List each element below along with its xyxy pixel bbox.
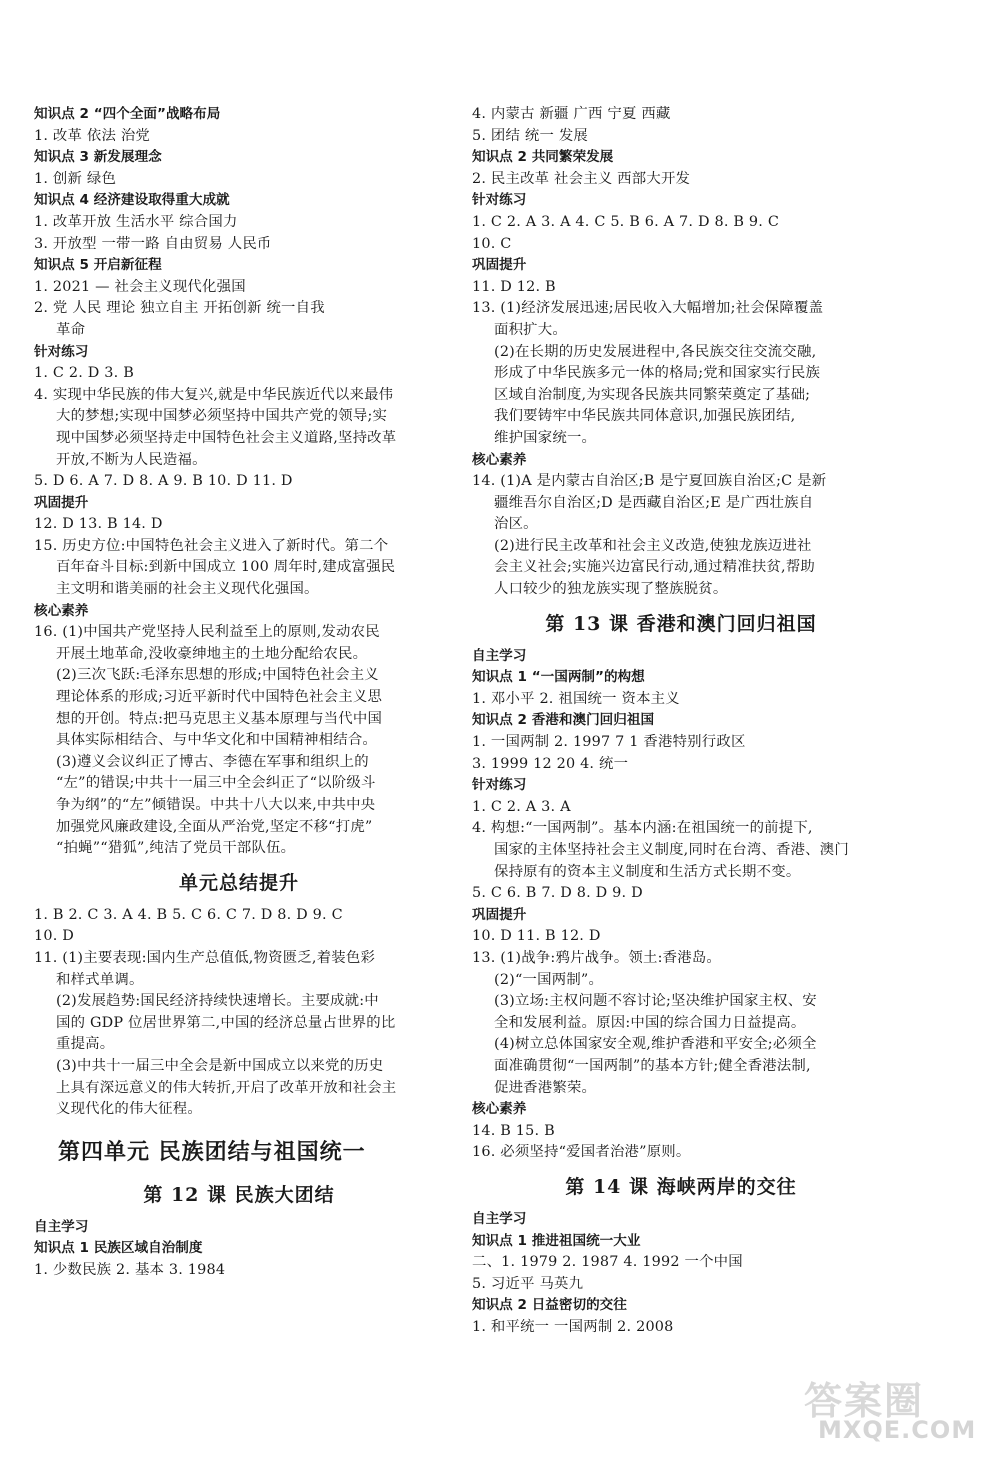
answer-line: 3. 开放型 一带一路 自由贸易 人民币: [34, 235, 272, 252]
answer-line: 5. 习近平 马英九: [472, 1275, 584, 1292]
answer-line: (2)在长期的历史发展进程中,各民族交往交流交融,: [494, 343, 817, 360]
answer-line: 开展土地革命,没收豪绅地主的土地分配给农民。: [56, 645, 368, 662]
answer-line: 1. 邓小平 2. 祖国统一 资本主义: [472, 690, 680, 707]
section-heading: 自主学习: [472, 1210, 527, 1227]
answer-line: 5. 团结 统一 发展: [472, 127, 588, 144]
left-column: [34, 104, 444, 1282]
answer-line: 11. (1)主要表现:国内生产总值低,物资匮乏,着装色彩: [34, 949, 376, 966]
answer-line: 二、1. 1979 2. 1987 4. 1992 一个中国: [472, 1254, 743, 1271]
answer-line: 16. 必须坚持“爱国者治港”原则。: [472, 1144, 691, 1161]
lesson-title: 第 14 课 海峡两岸的交往: [565, 1175, 797, 1198]
knowledge-point-heading: 知识点 1 “一国两制”的构想: [472, 669, 645, 686]
answer-line: 治区。: [494, 516, 538, 533]
answer-line: 主文明和谐美丽的社会主义现代化强国。: [56, 581, 319, 598]
section-heading: 自主学习: [472, 647, 527, 664]
answer-line: 上具有深远意义的伟大转折,开启了改革开放和社会主: [56, 1079, 397, 1096]
answer-line: 1. C 2. A 3. A 4. C 5. B 6. A 7. D 8. B 9. C: [472, 213, 780, 230]
answer-line: 15. 历史方位:中国特色社会主义进入了新时代。第二个: [34, 537, 389, 554]
watermark-url: MXQE.COM: [818, 1416, 977, 1444]
answer-line: 加强党风廉政建设,全面从严治党,坚定不移“打虎”: [56, 818, 373, 835]
answer-line: (4)树立总体国家安全观,维护香港和平安全;必须全: [494, 1036, 817, 1053]
answer-line: 大的梦想;实现中国梦必须坚持中国共产党的领导;实: [56, 408, 388, 425]
answer-line: 13. (1)战争:鸦片战争。领土:香港岛。: [472, 949, 722, 966]
knowledge-point-heading: 知识点 1 民族区域自治制度: [34, 1240, 203, 1257]
answer-line: (3)中共十一届三中全会是新中国成立以来党的历史: [56, 1057, 384, 1074]
knowledge-point-heading: 知识点 3 新发展理念: [34, 149, 162, 166]
answer-line: 4. 实现中华民族的伟大复兴,就是中华民族近代以来最伟: [34, 386, 394, 403]
section-heading: 针对练习: [472, 192, 527, 209]
lesson-title: 第 13 课 香港和澳门回归祖国: [545, 612, 817, 635]
answer-line: 5. D 6. A 7. D 8. A 9. B 10. D 11. D: [34, 473, 293, 490]
knowledge-point-heading: 知识点 5 开启新征程: [34, 257, 162, 274]
answer-line: 百年奋斗目标:到新中国成立 100 周年时,建成富强民: [56, 559, 396, 576]
answer-line: 1. C 2. D 3. B: [34, 365, 134, 382]
knowledge-point-heading: 知识点 2 香港和澳门回归祖国: [472, 712, 655, 729]
answer-line: 想的开创。特点:把马克思主义基本原理与当代中国: [56, 710, 383, 727]
answer-line: 疆维吾尔自治区;D 是西藏自治区;E 是广西壮族自: [494, 494, 814, 511]
answer-line: 现中国梦必须坚持走中国特色社会主义道路,坚持改革: [56, 429, 397, 446]
unit-summary-title: 单元总结提升: [178, 871, 299, 894]
answer-line: 1. 2021 — 社会主义现代化强国: [34, 278, 246, 295]
answer-line: 我们要铸牢中华民族共同体意识,加强民族团结,: [494, 408, 796, 425]
answer-line: 重提高。: [56, 1036, 115, 1053]
answer-line: 国的 GDP 位居世界第二,中国的经济总量占世界的比: [56, 1014, 396, 1031]
section-heading: 自主学习: [34, 1218, 89, 1235]
answer-line: 5. C 6. B 7. D 8. D 9. D: [472, 885, 643, 902]
answer-line: (2)三次飞跃:毛泽东思想的形成;中国特色社会主义: [56, 667, 379, 684]
answer-line: (2)“一国两制”。: [494, 971, 604, 988]
lesson-title: 第 12 课 民族大团结: [143, 1183, 335, 1206]
answer-line: 11. D 12. B: [472, 278, 556, 295]
answer-line: 全和发展利益。原因:中国的综合国力日益提高。: [494, 1014, 806, 1031]
answer-line: 和样式单调。: [56, 971, 144, 988]
unit-title: 第四单元 民族团结与祖国统一: [58, 1138, 366, 1165]
knowledge-point-heading: 知识点 4 经济建设取得重大成就: [34, 192, 230, 209]
answer-line: 国家的主体坚持社会主义制度,同时在台湾、香港、澳门: [494, 842, 849, 858]
watermark-logo: [796, 1370, 986, 1454]
answer-line: 1. 一国两制 2. 1997 7 1 香港特别行政区: [472, 734, 746, 751]
answer-line: 1. 和平统一 一国两制 2. 2008: [472, 1318, 674, 1335]
answer-line: (3)立场:主权问题不容讨论;坚决维护国家主权、安: [494, 993, 817, 1010]
answer-line: 10. D: [34, 928, 74, 945]
right-column: [472, 104, 890, 1338]
answer-line: 革命: [56, 321, 86, 338]
answer-line: 面积扩大。: [494, 321, 567, 338]
answer-line: 3. 1999 12 20 4. 统一: [472, 755, 629, 772]
section-heading: 核心素养: [472, 1101, 527, 1118]
answer-line: 理论体系的形成;习近平新时代中国特色社会主义思: [56, 689, 383, 706]
answer-line: 面准确贯彻“一国两制”的基本方针;健全香港法制,: [494, 1057, 811, 1074]
answer-line: 12. D 13. B 14. D: [34, 516, 163, 533]
answer-line: 具体实际相结合、与中华文化和中国精神相结合。: [56, 732, 377, 749]
answer-line: 义现代化的伟大征程。: [56, 1101, 202, 1118]
answer-line: “左”的错误;中共十一届三中全会纠正了“以阶级斗: [56, 775, 376, 792]
answer-line: “拍蝇”“猎狐”,纯洁了党员干部队伍。: [56, 840, 296, 857]
answer-line: 1. 少数民族 2. 基本 3. 1984: [34, 1261, 226, 1278]
answer-line: 16. (1)中国共产党坚持人民利益至上的原则,发动农民: [34, 624, 380, 641]
answer-line: 开放,不断为人民造福。: [56, 451, 207, 468]
answer-line: 会主义社会;实施兴边富民行动,通过精准扶贫,帮助: [494, 559, 816, 576]
answer-line: 人口较少的独龙族实现了整族脱贫。: [494, 581, 728, 598]
answer-line: 2. 民主改革 社会主义 西部大开发: [472, 170, 691, 187]
answer-line: 14. (1)A 是内蒙古自治区;B 是宁夏回族自治区;C 是新: [472, 473, 827, 490]
answer-line: 1. 创新 绿色: [34, 170, 117, 187]
answer-line: 13. (1)经济发展迅速;居民收入大幅增加;社会保障覆盖: [472, 300, 824, 317]
answer-line: 争为纲”的“左”倾错误。中共十八大以来,中共中央: [56, 797, 376, 813]
knowledge-point-heading: 知识点 2 日益密切的交往: [472, 1297, 627, 1314]
answer-line: 14. B 15. B: [472, 1122, 555, 1139]
answer-line: 1. 改革 依法 治党: [34, 127, 150, 144]
answer-line: 区域自治制度,为实现各民族共同繁荣奠定了基础;: [494, 386, 811, 403]
answer-line: (2)进行民主改革和社会主义改造,使独龙族迈进社: [494, 537, 812, 554]
answer-line: (3)遵义会议纠正了博古、李德在军事和组织上的: [56, 753, 369, 770]
section-heading: 巩固提升: [472, 257, 527, 274]
section-heading: 针对练习: [34, 343, 89, 360]
section-heading: 核心素养: [34, 602, 89, 619]
answer-line: 1. C 2. A 3. A: [472, 798, 571, 815]
section-heading: 针对练习: [472, 777, 527, 794]
answer-line: 10. C: [472, 235, 512, 252]
watermark-brand: 答案圈: [804, 1379, 925, 1423]
answer-line: 1. 改革开放 生活水平 综合国力: [34, 213, 238, 230]
knowledge-point-heading: 知识点 1 推进祖国统一大业: [472, 1232, 641, 1249]
answer-line: 4. 内蒙古 新疆 广西 宁夏 西藏: [472, 106, 671, 122]
section-heading: 核心素养: [472, 451, 527, 468]
section-heading: 巩固提升: [472, 906, 527, 923]
knowledge-point-heading: 知识点 2 “四个全面”战略布局: [34, 106, 221, 122]
answer-line: 2. 党 人民 理论 独立自主 开拓创新 统一自我: [34, 300, 325, 317]
section-heading: 巩固提升: [34, 494, 89, 511]
answer-line: 形成了中华民族多元一体的格局;党和国家实行民族: [494, 365, 821, 382]
answer-line: 4. 构想:“一国两制”。基本内涵:在祖国统一的前提下,: [472, 820, 813, 837]
answer-line: 维护国家统一。: [494, 429, 597, 446]
answer-line: (2)发展趋势:国民经济持续快速增长。主要成就:中: [56, 993, 379, 1010]
answer-line: 10. D 11. B 12. D: [472, 928, 601, 945]
knowledge-point-heading: 知识点 2 共同繁荣发展: [472, 149, 614, 166]
answer-line: 保持原有的资本主义制度和生活方式长期不变。: [494, 863, 801, 880]
answer-line: 促进香港繁荣。: [494, 1079, 597, 1096]
answer-line: 1. B 2. C 3. A 4. B 5. C 6. C 7. D 8. D 9. C: [34, 906, 343, 923]
